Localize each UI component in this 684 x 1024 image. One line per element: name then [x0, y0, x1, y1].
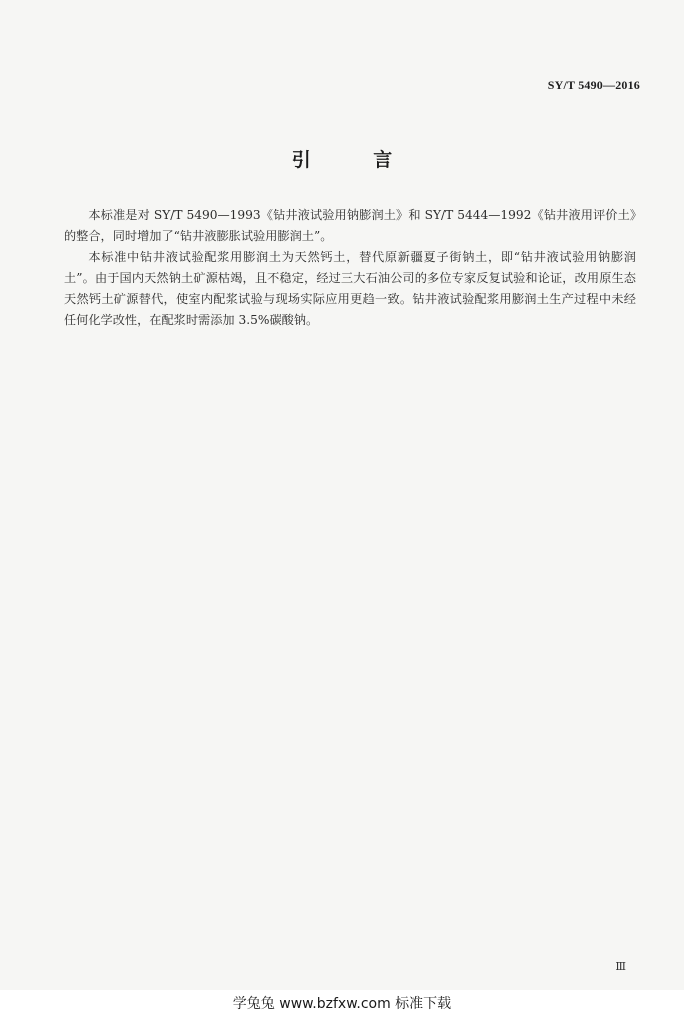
watermark-text: 学兔兔 www.bzfxw.com 标准下载: [232, 996, 452, 1012]
standard-code: SY/T 5490—2016: [547, 78, 640, 92]
section-title: 引 言: [291, 149, 421, 171]
paragraph: 本标准中钻井液试验配浆用膨润土为天然钙土，替代原新疆夏子街钠土，即“钻井液试验用钠膨润土”。由于国内天然钠土矿源枯竭，且不稳定，经过三大石油公司的多位专家反复试验和论证，改用原生态天然钙土矿源替代，使室内配浆试验与现场实际应用更趋一致。钻井液试验配浆用膨润土生产过程中未经任何化学改性，在配浆时需添加 3.5%碳酸钠。: [64, 250, 636, 327]
body-text: [64, 205, 636, 331]
paragraph: 本标准是对 SY/T 5490—1993《钻井液试验用钠膨润土》和 SY/T 5444—1992《钻井液用评价土》的整合，同时增加了“钻井液膨胀试验用膨润土”。: [64, 208, 636, 243]
page-number: Ⅲ: [615, 961, 626, 973]
